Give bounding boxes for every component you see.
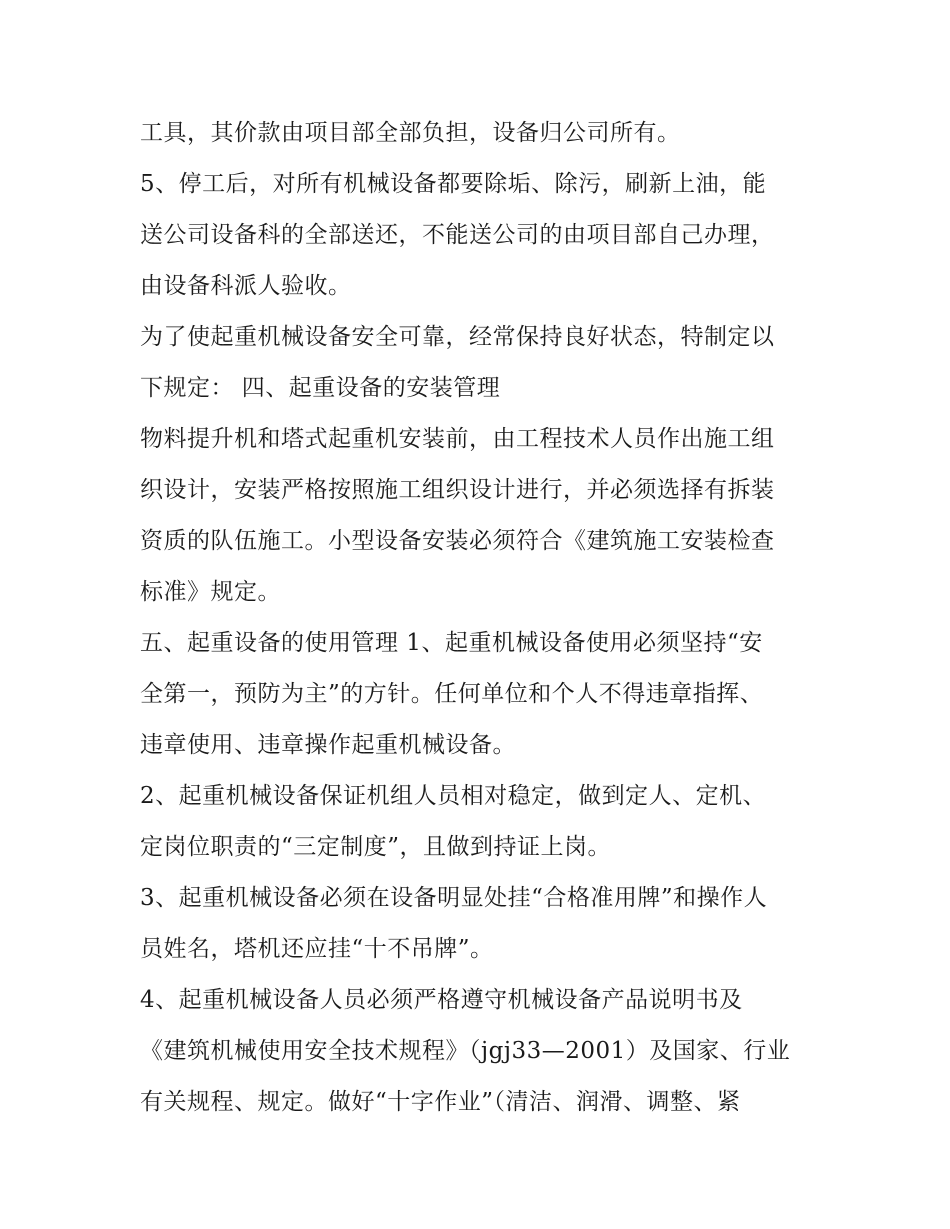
text-line: 定岗位职责的“三定制度”，且做到持证上岗。 bbox=[140, 834, 612, 860]
text-line: 为了使起重机械设备安全可靠，经常保持良好状态，特制定以 bbox=[140, 324, 775, 350]
text-line: 送公司设备科的全部送还，不能送公司的由项目部自己办理， bbox=[140, 222, 775, 248]
text-line: 4、起重机械设备人员必须严格遵守机械设备产品说明书及 bbox=[140, 987, 743, 1013]
text-line: 有关规程、规定。做好“十字作业”（清洁、润滑、调整、紧 bbox=[140, 1089, 741, 1115]
text-line: 5、停工后，对所有机械设备都要除垢、除污，刷新上油，能 bbox=[140, 171, 767, 197]
text-line: 物料提升机和塔式起重机安装前，由工程技术人员作出施工组 bbox=[140, 426, 775, 452]
text-line: 下规定： 四、起重设备的安装管理 bbox=[140, 375, 501, 401]
text-line: 织设计，安装严格按照施工组织设计进行，并必须选择有拆装 bbox=[140, 477, 775, 503]
text-line: 五、起重设备的使用管理 1、起重机械设备使用必须坚持“安 bbox=[140, 630, 763, 656]
text-line: 全第一，预防为主”的方针。任何单位和个人不得违章指挥、 bbox=[140, 681, 764, 707]
text-line: 工具，其价款由项目部全部负担，设备归公司所有。 bbox=[140, 120, 681, 146]
text-line: 3、起重机械设备必须在设备明显处挂“合格准用牌”和操作人 bbox=[140, 885, 768, 911]
text-line: 违章使用、违章操作起重机械设备。 bbox=[140, 732, 516, 758]
text-line: 2、起重机械设备保证机组人员相对稳定，做到定人、定机、 bbox=[140, 783, 767, 809]
text-line: 《建筑机械使用安全技术规程》（jgj33—2001）及国家、行业 bbox=[140, 1038, 791, 1064]
text-line: 员姓名，塔机还应挂“十不吊牌”。 bbox=[140, 936, 494, 962]
text-line: 由设备科派人验收。 bbox=[140, 273, 352, 299]
document-body bbox=[140, 108, 820, 1128]
text-line: 标准》规定。 bbox=[140, 579, 281, 605]
text-line: 资质的队伍施工。小型设备安装必须符合《建筑施工安装检查 bbox=[140, 528, 775, 554]
